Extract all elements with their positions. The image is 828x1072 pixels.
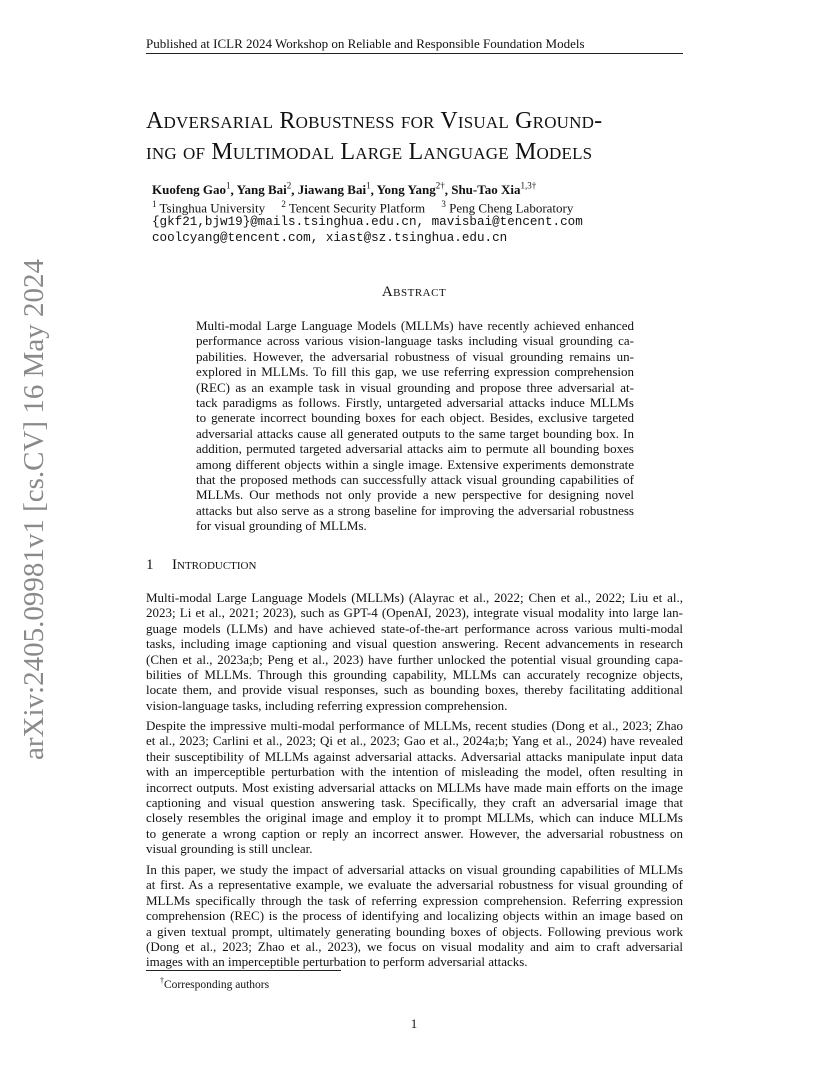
text-line: visual grounding is still unclear. [146, 841, 313, 857]
text-line: to generate a wrong caption or reply an incorrect answer. However, the adversarial robustness on [146, 825, 683, 841]
text-line: closely resembles the original image and employ it to prompt MLLMs, which can induce MLLMs [146, 810, 683, 826]
text-line: et al., 2023; Carlini et al., 2023; Qi et al., 2023; Gao et al., 2024a;b; Yang et al., 2024) have revealed [146, 733, 683, 749]
affiliation: Tencent Security Platform [288, 200, 426, 216]
text-line: adversarial attacks cause all generated outputs to the same target bounding box. In [196, 425, 634, 441]
author: Yang Bai$^2$ [236, 181, 292, 198]
text-line: pabilities. However, the adversarial robustness of visual grounding remains un- [196, 348, 634, 364]
title-line-2: ing of Multimodal Large Language Models [146, 139, 593, 165]
email-line-1: {gkf21,bjw19}@mails.tsinghua.edu.cn, mavisbai@tencent.com [152, 215, 583, 229]
text-line: at first. As a representative example, we evaluate the adversarial robustness for visual grounding of [146, 877, 683, 893]
text-line: 2023; Li et al., 2021; 2023), such as GPT-4 (OpenAI, 2023), integrate visual modality into large lan- [146, 605, 683, 621]
affiliations: $^1$ Tsinghua University $^2$ Tencent Security Platform $^3$ Peng Cheng Laboratory [152, 199, 574, 216]
text-line: addition, permuted targeted adversarial attacks aim to permute all bounding boxes [196, 441, 634, 457]
text-line: comprehension (REC) is the process of identifying and localizing objects within an image based on [146, 908, 683, 924]
footnote: †Corresponding authors [160, 976, 270, 991]
text-line: attacks but also serve as a strong baseline for improving the adversarial robustness [196, 502, 634, 518]
page-number: 1 [410, 1016, 418, 1031]
text-line: (Dong et al., 2023; Zhao et al., 2023), we focus on visual modality and aim to craft adversarial [146, 939, 683, 955]
footnote-rule [146, 970, 341, 971]
paper-title [146, 106, 706, 168]
text-line: incorrect outputs. Most existing adversarial attacks on MLLMs have made main efforts on the image [146, 779, 683, 795]
text-line: bilities of MLLMs. Through this grounding capability, MLLMs can accurately recognize objects, [146, 667, 683, 683]
paragraph [146, 718, 683, 857]
paragraph [146, 590, 683, 713]
section-heading: 1 Introduction [146, 557, 257, 573]
text-line: a given textual prompt, ultimately generating bounding boxes of objects. Following previous work [146, 923, 683, 939]
email-line-2: coolcyang@tencent.com, xiast@sz.tsinghua.edu.cn [152, 231, 508, 245]
arxiv-stamp: arXiv:2405.09981v1 [cs.CV] 16 May 2024 [18, 258, 50, 760]
text-line: tasks, including image captioning and visual question answering. Recent advancements in research [146, 636, 683, 652]
text-line: Despite the impressive multi-modal performance of MLLMs, recent studies (Dong et al., 2023; Zhao [146, 718, 683, 733]
text-line: In this paper, we study the impact of adversarial attacks on visual grounding capabilities of MLLMs [146, 862, 683, 877]
text-line: Multi-modal Large Language Models (MLLMs) have recently achieved enhanced [196, 318, 634, 333]
text-line: vision-language tasks, including referring expression comprehension. [146, 697, 508, 713]
text-line: captioning and visual question answering task. Specifically, they craft an adversarial image that [146, 795, 683, 811]
text-line: (REC) as an example task in visual grounding and propose three adversarial at- [196, 379, 634, 395]
text-line: tack paradigms as follows. Firstly, untargeted adversarial attacks induce MLLMs [196, 395, 634, 411]
text-line: MLLMs specifically through the task of referring expression comprehension. Referring expression [146, 892, 683, 908]
affiliation: Tsinghua University [159, 200, 266, 216]
text-line: with an imperceptible perturbation with the intention of misleading the model, often resulting in [146, 764, 683, 780]
running-header: Published at ICLR 2024 Workshop on Reliable and Responsible Foundation Models [146, 36, 585, 51]
author-list: Kuofeng Gao$^1$, Yang Bai$^2$, Jiawang Bai$^1$, Yong Yang$^{2\dagger}$, Shu-Tao Xia$^{1,3\dagger}$ [152, 181, 537, 198]
title-line-1: Adversarial Robustness for Visual Ground- [146, 108, 603, 134]
author: Yong Yang$^{2\dagger}$ [376, 181, 445, 198]
author: Jiawang Bai$^1$ [297, 181, 371, 198]
text-line: their susceptibility of MLLMs against adversarial attacks. Adversarial attacks manipulate input data [146, 748, 683, 764]
text-line: among different objects within a single image. Extensive experiments demonstrate [196, 456, 634, 472]
abstract-body [196, 318, 634, 534]
text-line: locate them, and provide visual responses, such as bounding boxes, thereby facilitating additional [146, 682, 683, 698]
header-rule [146, 53, 683, 54]
text-line: (Chen et al., 2023a;b; Peng et al., 2023) have further unlocked the potential visual grounding capa- [146, 651, 683, 667]
text-line: MLLMs. Our methods not only provide a new perspective for designing novel [196, 487, 634, 503]
text-line: guage models (LLMs) and have achieved state-of-the-art performance across various multi-modal [146, 620, 683, 636]
text-line: for visual grounding of MLLMs. [196, 518, 367, 534]
text-line: that the proposed methods can successfully attack visual grounding capabilities of [196, 472, 634, 488]
paragraph [146, 862, 683, 970]
abstract-heading: Abstract [381, 284, 447, 300]
text-line: explored in MLLMs. To fill this gap, we use referring expression comprehension [196, 364, 634, 380]
text-line: performance across various vision-language tasks including visual grounding ca- [196, 333, 634, 349]
affiliation: Peng Cheng Laboratory [449, 200, 574, 216]
text-line: Multi-modal Large Language Models (MLLMs) (Alayrac et al., 2022; Chen et al., 2022; Liu et al., [146, 590, 683, 605]
author: Shu-Tao Xia$^{1,3\dagger}$ [451, 181, 537, 198]
text-line: images with an imperceptible perturbation to perform adversarial attacks. [146, 954, 528, 970]
author: Kuofeng Gao$^1$ [152, 181, 231, 198]
text-line: to generate incorrect bounding boxes for each object. Besides, exclusive targeted [196, 410, 634, 426]
